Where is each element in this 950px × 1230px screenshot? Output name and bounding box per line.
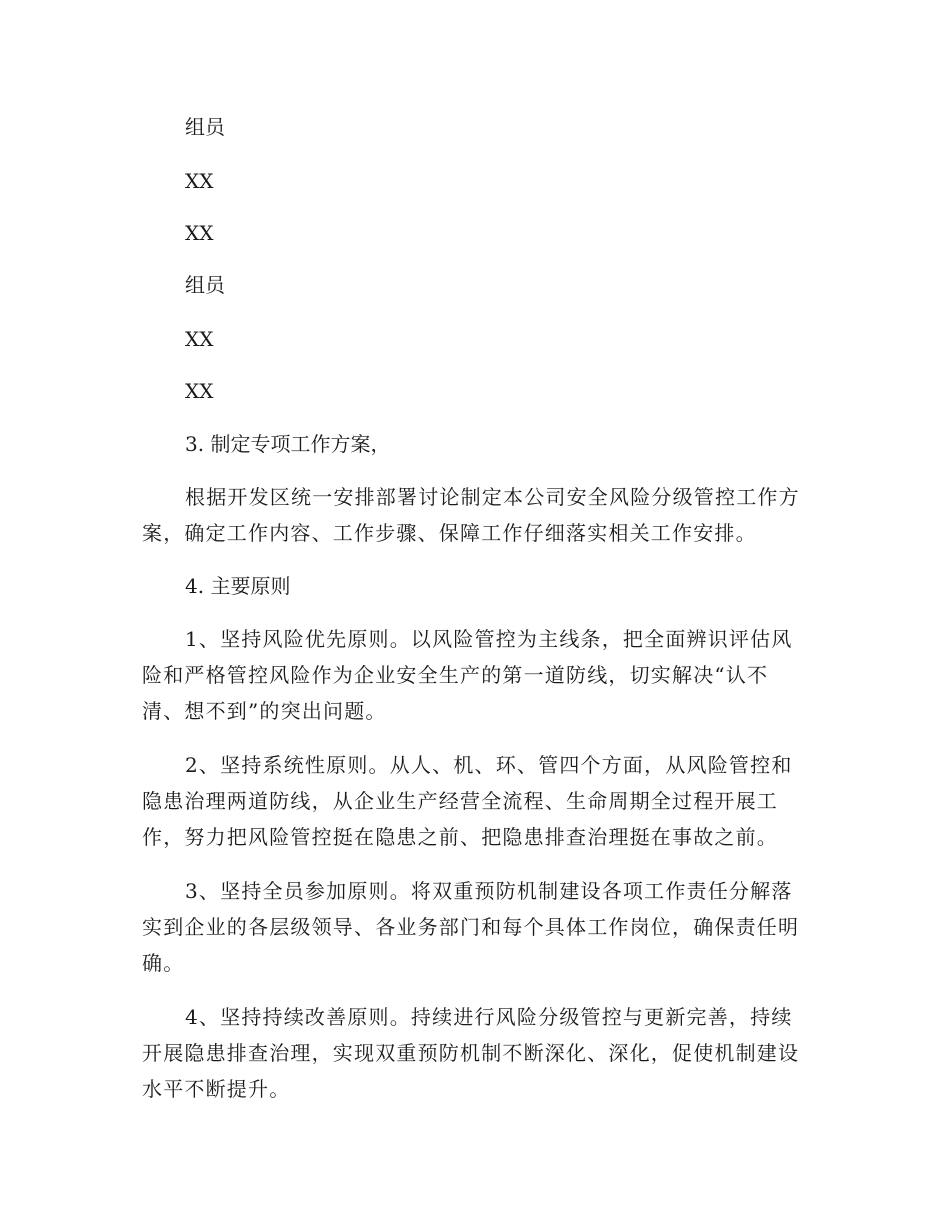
member-name: XX (185, 379, 214, 403)
principle-paragraph: 4、坚持持续改善原则。持续进行风险分级管控与更新完善，持续开展隐患排查治理，实现双重预防机制不断深化、深化，促使机制建设水平不断提升。 (142, 1005, 800, 1101)
principle-paragraph: 3、坚持全员参加原则。将双重预防机制建设各项工作责任分解落实到企业的各层级领导、各业务部门和每个具体工作岗位，确保责任明确。 (142, 879, 800, 975)
section-heading: 4. 主要原则 (185, 574, 291, 598)
section-heading: 3. 制定专项工作方案， (185, 432, 391, 456)
principle-paragraph: 2、坚持系统性原则。从人、机、环、管四个方面，从风险管控和隐患治理两道防线，从企业生产经营全流程、生命周期全过程开展工作，努力把风险管控挺在隐患之前、把隐患排查治理挺在事故之前。 (142, 753, 793, 849)
member-name: XX (185, 221, 214, 245)
paragraph: 根据开发区统一安排部署讨论制定本公司安全风险分级管控工作方案，确定工作内容、工作步骤、保障工作仔细落实相关工作安排。 (142, 485, 800, 545)
member-label: 组员 (185, 115, 225, 139)
member-label: 组员 (185, 273, 225, 297)
principle-paragraph: 1、坚持风险优先原则。以风险管控为主线条，把全面辨识评估风险和严格管控风险作为企业安全生产的第一道防线，切实解决“认不清、想不到”的突出问题。 (142, 627, 793, 723)
member-name: XX (185, 327, 214, 351)
member-name: XX (185, 169, 214, 193)
